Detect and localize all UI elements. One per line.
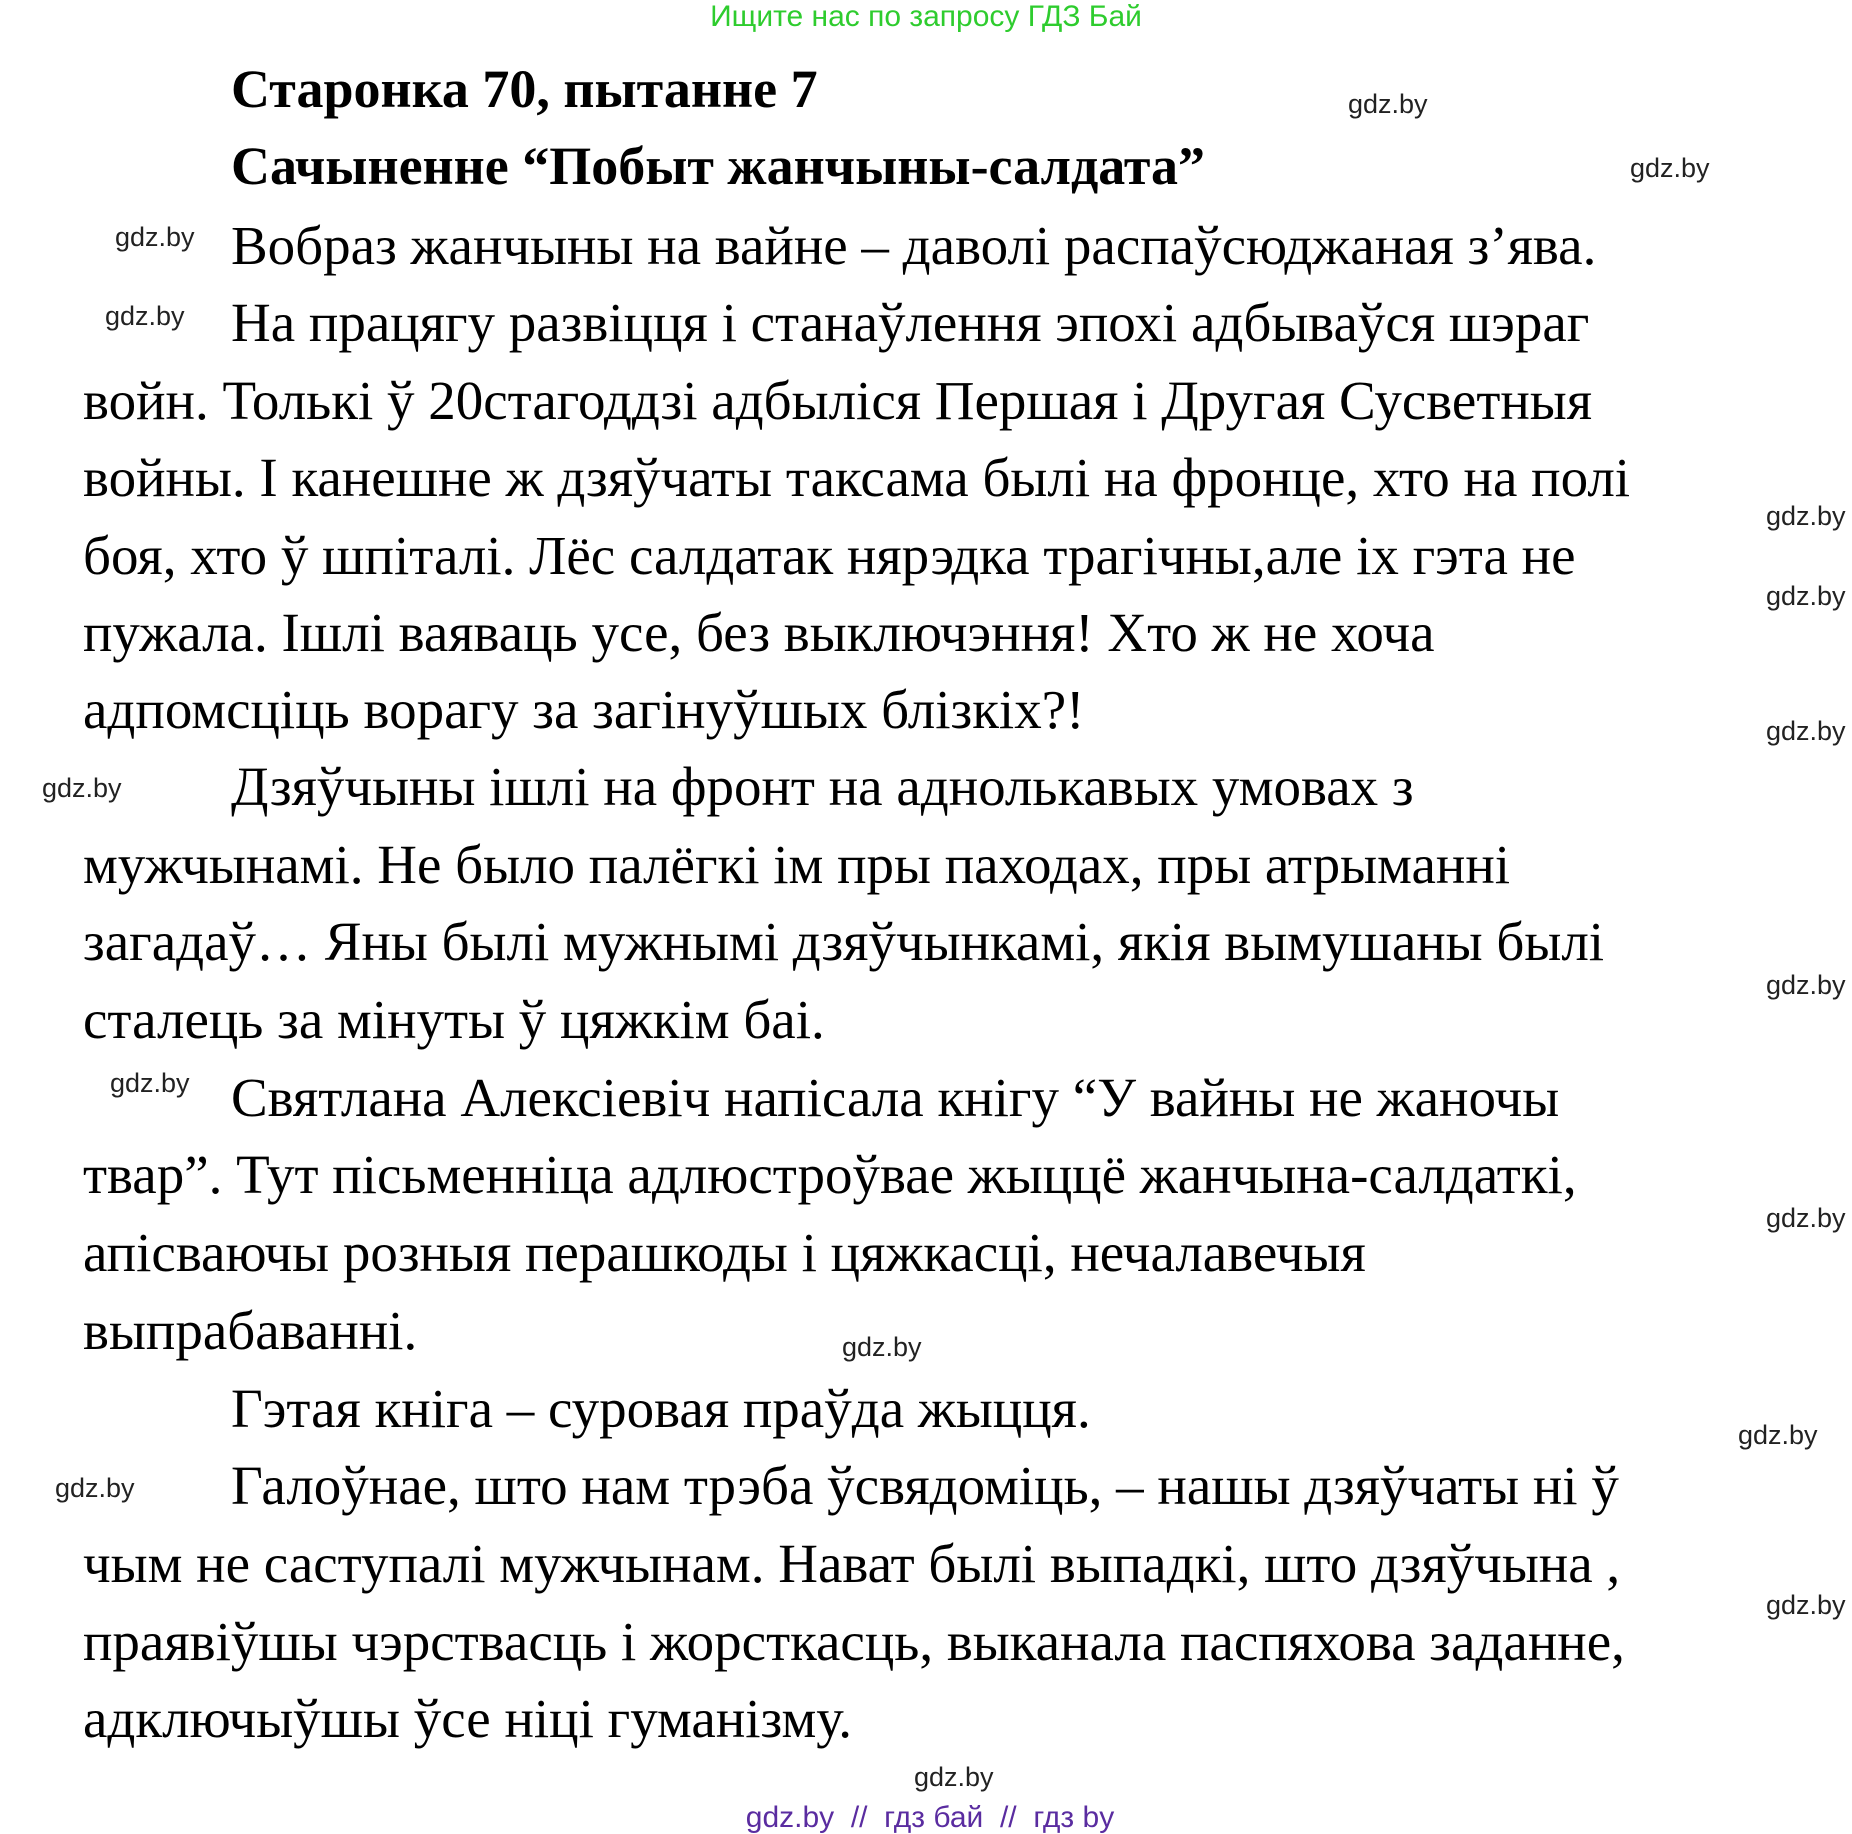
watermark: gdz.by <box>55 1473 135 1503</box>
text-line: Дзяўчыны ішлі на фронт на аднолькавых умовах з <box>231 756 1414 817</box>
watermark: gdz.by <box>1630 153 1710 183</box>
text-line: адпомсціць ворагу за загінуўшых блізкіх?! <box>83 679 1085 740</box>
watermark: gdz.by <box>110 1068 190 1098</box>
text-line: твар”. Тут пісьменніца адлюстроўвае жыццё жанчына-салдаткі, <box>83 1144 1577 1205</box>
watermark: gdz.by <box>115 222 195 252</box>
watermark: gdz.by <box>1766 501 1846 531</box>
text-line: Святлана Алексіевіч напісала кнігу “У вайны не жаночы <box>231 1067 1560 1128</box>
watermark: gdz.by <box>1766 1590 1846 1620</box>
watermark: gdz.by <box>42 773 122 803</box>
text-line: чым не саступалі мужчынам. Нават былі выпадкі, што дзяўчына , <box>83 1533 1621 1594</box>
watermark: gdz.by <box>1766 716 1846 746</box>
text-line: сталець за мінуты ў цяжкім баі. <box>83 989 825 1050</box>
text-line: апісваючы розныя перашкоды і цяжкасці, нечалавечыя <box>83 1222 1366 1283</box>
watermark: gdz.by <box>1766 970 1846 1000</box>
watermark: gdz.by <box>914 1762 994 1792</box>
text-line: праявіўшы чэрствасць і жорсткасць, выканала паспяхова заданне, <box>83 1611 1625 1672</box>
text-line: загадаў… Яны былі мужнымі дзяўчынкамі, якія вымушаны былі <box>83 911 1605 972</box>
text-line: мужчынамі. Не было палёгкі ім пры паходах, пры атрыманні <box>83 834 1511 895</box>
text-line: боя, хто ў шпіталі. Лёс салдатак нярэдка трагічны,але іх гэта не <box>83 525 1576 586</box>
watermark: gdz.by <box>842 1332 922 1362</box>
text-line: выпрабаванні. <box>83 1300 418 1361</box>
text-line: войн. Толькі ў 20стагоддзі адбыліся Першая і Другая Сусветныя <box>83 370 1593 431</box>
watermark: gdz.by <box>1738 1420 1818 1450</box>
watermark: gdz.by <box>1766 1203 1846 1233</box>
page-title: Старонка 70, пытанне 7 <box>231 59 818 119</box>
text-line: На працягу развіцця і станаўлення эпохі адбываўся шэраг <box>231 292 1590 353</box>
text-line: войны. І канешне ж дзяўчаты таксама былі на фронце, хто на полі <box>83 447 1631 508</box>
watermark: gdz.by <box>1348 89 1428 119</box>
footer-links: gdz.by // гдз бай // гдз by <box>745 1801 1115 1834</box>
watermark: gdz.by <box>1766 581 1846 611</box>
text-line: Гэтая кніга – суровая праўда жыцця. <box>231 1378 1091 1439</box>
text-line: пужала. Ішлі ваяваць усе, без выключэння! Хто ж не хоча <box>83 602 1435 663</box>
text-line: Галоўнае, што нам трэба ўсвядоміць, – нашы дзяўчаты ні ў <box>231 1455 1619 1516</box>
text-line: адключыўшы ўсе ніці гуманізму. <box>83 1688 853 1749</box>
text-line: Вобраз жанчыны на вайне – даволі распаўсюджаная з’ява. <box>231 215 1597 276</box>
search-hint-banner: Ищите нас по запросу ГДЗ Бай <box>710 0 1142 33</box>
watermark: gdz.by <box>105 301 185 331</box>
essay-title: Сачыненне “Побыт жанчыны-салдата” <box>231 136 1206 196</box>
